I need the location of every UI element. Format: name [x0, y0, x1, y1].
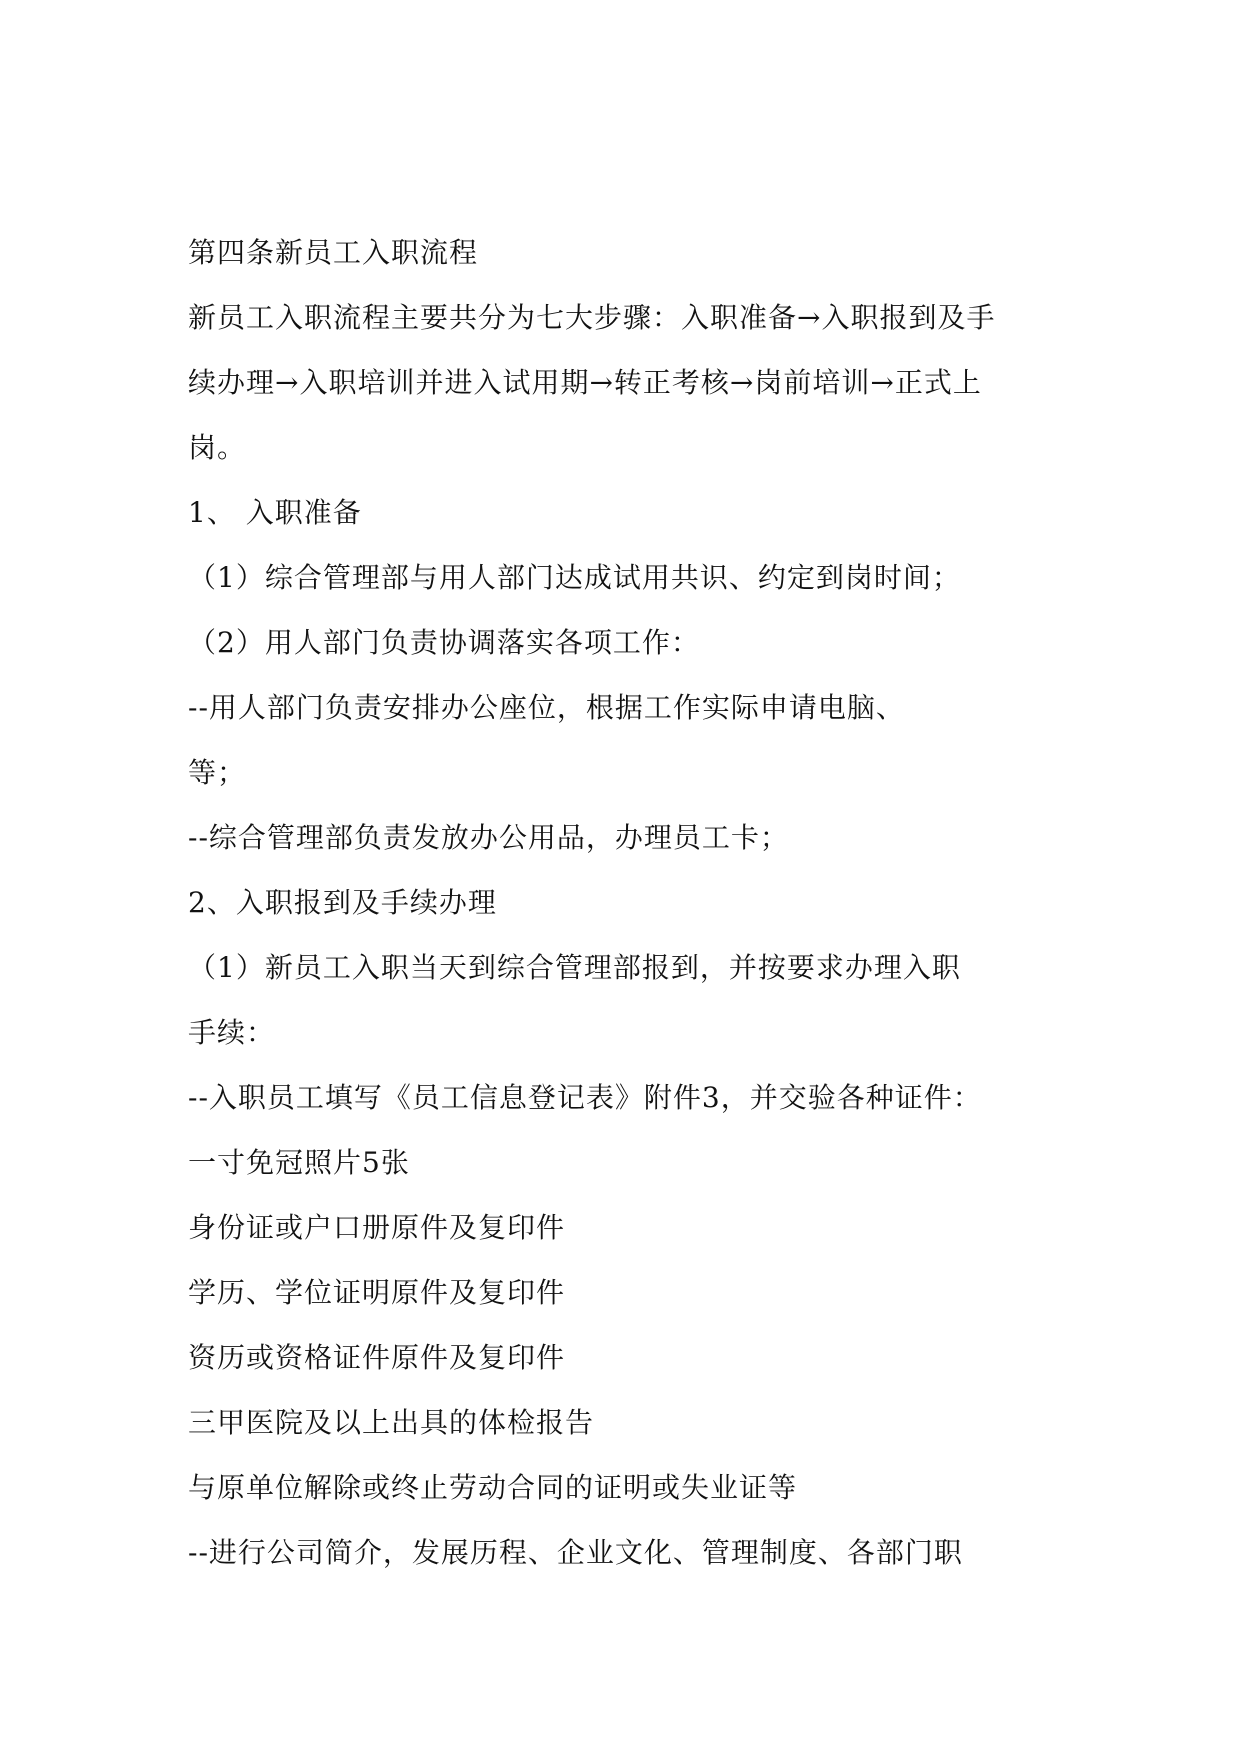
document-requirement: 三甲医院及以上出具的体检报告 [188, 1406, 595, 1439]
list-item: --入职员工填写《员工信息登记表》附件3，并交验各种证件： [188, 1081, 982, 1114]
list-item: （1）新员工入职当天到综合管理部报到，并按要求办理入职 [188, 951, 961, 984]
section-heading: 第四条新员工入职流程 [188, 236, 479, 269]
document-requirement: 一寸免冠照片5张 [188, 1146, 410, 1179]
document-requirement: 与原单位解除或终止劳动合同的证明或失业证等 [188, 1471, 798, 1504]
document-requirement: 身份证或户口册原件及复印件 [188, 1211, 566, 1244]
list-item-continuation: 手续： [188, 1016, 276, 1049]
document-requirement: 资历或资格证件原件及复印件 [188, 1341, 566, 1374]
document-requirement: 学历、学位证明原件及复印件 [188, 1276, 566, 1309]
list-item: （1）综合管理部与用人部门达成试用共识、约定到岗时间； [188, 561, 961, 594]
paragraph-line: 续办理→入职培训并进入试用期→转正考核→岗前培训→正式上 [188, 366, 982, 399]
document-body [188, 220, 1058, 1585]
subsection-heading: 2、入职报到及手续办理 [188, 886, 497, 919]
list-item: --用人部门负责安排办公座位，根据工作实际申请电脑、 [188, 691, 905, 724]
list-item: --进行公司简介，发展历程、企业文化、管理制度、各部门职 [188, 1536, 963, 1569]
paragraph-line: 新员工入职流程主要共分为七大步骤：入职准备→入职报到及手 [188, 301, 996, 334]
list-item: --综合管理部负责发放办公用品，办理员工卡； [188, 821, 789, 854]
list-item-continuation: 等； [188, 756, 247, 789]
subsection-heading: 1、 入职准备 [188, 496, 362, 529]
list-item: （2）用人部门负责协调落实各项工作： [188, 626, 700, 659]
paragraph-line: 岗。 [188, 431, 247, 464]
